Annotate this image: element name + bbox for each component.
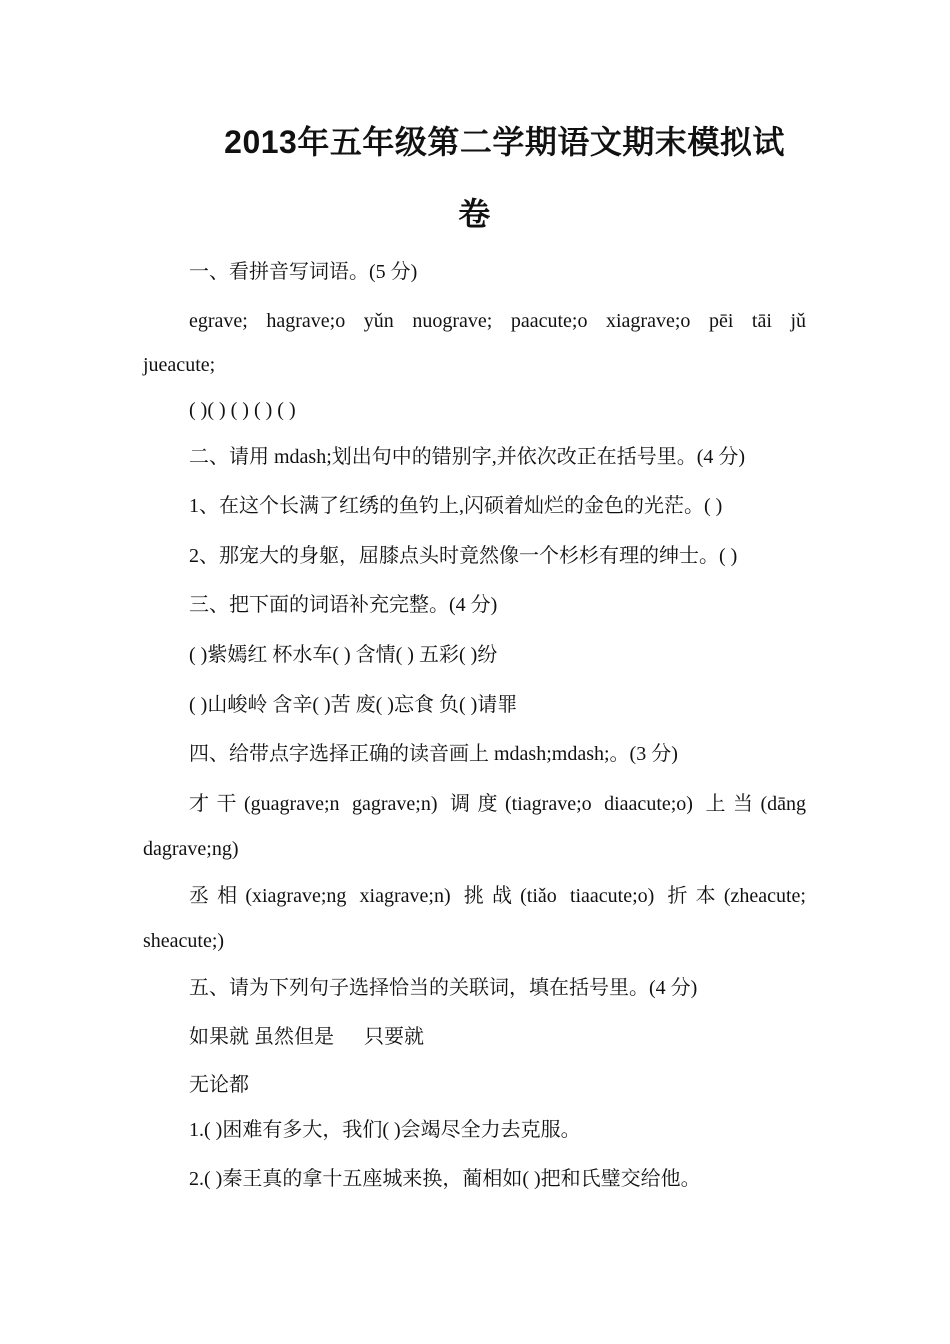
section-2-heading: 二、请用 mdash;划出句中的错别字,并依次改正在括号里。(4 分) [189,446,746,468]
conjunction-options: 如果就 虽然但是 只要就 [189,1026,424,1048]
question-2-1: 1、在这个长满了红绣的鱼钓上,闪硕着灿烂的金色的光茫。( ) [189,495,723,517]
section-1-heading: 一、看拼音写词语。(5 分) [189,261,418,283]
question-2-2: 2、那宠大的身躯，屈膝点头时竟然像一个杉杉有理的绅士。( ) [189,545,738,567]
answer-brackets: ( )( ) ( ) ( ) ( ) [189,399,296,421]
idiom-row-2: ( )山峻岭 含辛( )苦 废( )忘食 负( )请罪 [189,694,518,716]
question-5-1: 1.( )困难有多大，我们( )会竭尽全力去克服。 [189,1119,581,1141]
pronunciation-row-1-continued: dagrave;ng) [143,838,239,860]
section-5-heading: 五、请为下列句子选择恰当的关联词，填在括号里。(4 分) [189,977,698,999]
section-3-heading: 三、把下面的词语补充完整。(4 分) [189,594,498,616]
document-title-line-1: 2013年五年级第二学期语文期末模拟试 [224,124,785,160]
pronunciation-row-2-continued: sheacute;) [143,930,225,952]
section-4-heading: 四、给带点字选择正确的读音画上 mdash;mdash;。(3 分) [189,743,678,765]
document-title-line-2: 卷 [458,196,491,232]
idiom-row-1: ( )紫嫣红 杯水车( ) 含情( ) 五彩( )纷 [189,644,498,666]
pinyin-line-continued: jueacute; [143,354,216,376]
pronunciation-row-2: 丞相(xiagrave;ng xiagrave;n) 挑战(tiǎo tiaacute;o) 折本(zheacute; [189,885,806,907]
question-5-2: 2.( )秦王真的拿十五座城来换，蔺相如( )把和氏璧交给他。 [189,1168,701,1190]
pinyin-line: egrave; hagrave;o yǔn nuograve; paacute;o xiagrave;o pēi tāi jǔ [189,310,806,332]
pronunciation-row-1: 才干(guagrave;n gagrave;n) 调度(tiagrave;o diaacute;o) 上当(dāng [189,793,806,815]
conjunction-options-continued: 无论都 [189,1074,249,1096]
